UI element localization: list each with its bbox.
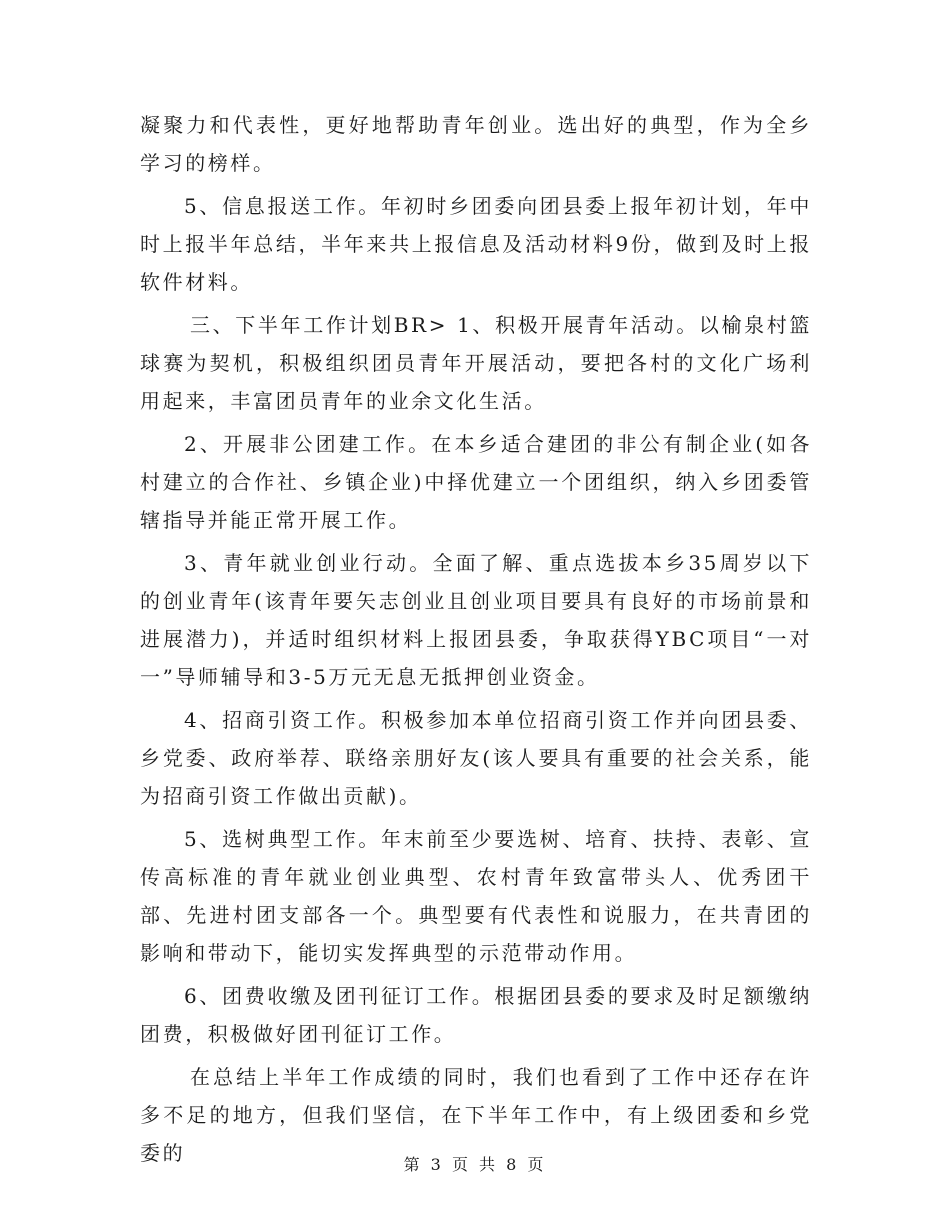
paragraph-info-reporting: 5、信息报送工作。年初时乡团委向团县委上报年初计划，年中时上报半年总结，半年来共上报信息及活动材料9份，做到及时上报软件材料。 — [140, 194, 812, 294]
paragraph-non-public-league: 2、开展非公团建工作。在本乡适合建团的非公有制企业(如各村建立的合作社、乡镇企业)中择优建立一个团组织，纳入乡团委管辖指导并能正常开展工作。 — [140, 432, 812, 532]
paragraph-league-fees: 6、团费收缴及团刊征订工作。根据团县委的要求及时足额缴纳团费，积极做好团刊征订工作。 — [140, 984, 812, 1046]
paragraph-youth-employment: 3、青年就业创业行动。全面了解、重点选拔本乡35周岁以下的创业青年(该青年要矢志创业且创业项目要具有良好的市场前景和进展潜力)，并适时组织材料上报团县委，争取获得YBC项目“一对一”导师辅导和3-5万元无息无抵押创业资金。 — [140, 551, 812, 689]
document-body — [140, 106, 812, 1177]
paragraph-summary: 在总结上半年工作成绩的同时，我们也看到了工作中还存在许多不足的地方，但我们坚信，在下半年工作中，有上级团委和乡党委的 — [140, 1065, 812, 1165]
paragraph-second-half-plan: 三、下半年工作计划BR> 1、积极开展青年活动。以榆泉村篮球赛为契机，积极组织团员青年开展活动，要把各村的文化广场利用起来，丰富团员青年的业余文化生活。 — [140, 313, 812, 413]
paragraph-investment: 4、招商引资工作。积极参加本单位招商引资工作并向团县委、乡党委、政府举荐、联络亲朋好友(该人要具有重要的社会关系，能为招商引资工作做出贡献)。 — [140, 708, 812, 808]
paragraph-role-models: 5、选树典型工作。年末前至少要选树、培育、扶持、表彰、宣传高标准的青年就业创业典型、农村青年致富带头人、优秀团干部、先进村团支部各一个。典型要有代表性和说服力，在共青团的影响和带动下，能切实发挥典型的示范带动作用。 — [140, 827, 812, 965]
paragraph-continuation: 凝聚力和代表性，更好地帮助青年创业。选出好的典型，作为全乡学习的榜样。 — [140, 113, 812, 175]
page-number-footer: 第 3 页 共 8 页 — [403, 1155, 547, 1174]
